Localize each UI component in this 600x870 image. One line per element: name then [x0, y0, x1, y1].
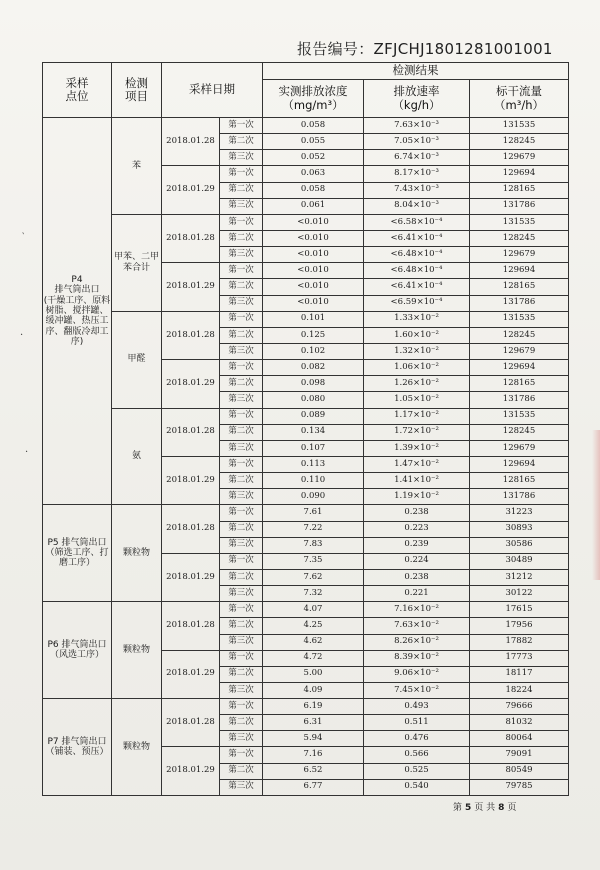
- sampling-round: 第一次: [220, 263, 263, 279]
- sampling-round: 第二次: [220, 473, 263, 489]
- emission-rate-cell: 6.74×10⁻³: [364, 150, 470, 166]
- sampling-round: 第三次: [220, 586, 263, 602]
- emission-rate-cell: 0.224: [364, 553, 470, 569]
- sampling-round: 第三次: [220, 198, 263, 214]
- header-concentration: 实测排放浓度 （mg/m³）: [263, 80, 364, 118]
- table-row: [43, 214, 569, 230]
- sampling-round: 第三次: [220, 779, 263, 795]
- flow-cell: 131786: [470, 198, 569, 214]
- sampling-date: 2018.01.28: [162, 408, 220, 456]
- emission-rate-cell: 0.223: [364, 521, 470, 537]
- page-footer: [453, 800, 516, 813]
- concentration-cell: 7.62: [263, 569, 364, 585]
- concentration-cell: 5.94: [263, 731, 364, 747]
- sampling-round: 第三次: [220, 489, 263, 505]
- flow-cell: 131786: [470, 392, 569, 408]
- flow-cell: 128245: [470, 230, 569, 246]
- emission-rate-cell: <6.48×10⁻⁴: [364, 247, 470, 263]
- sampling-round: 第一次: [220, 214, 263, 230]
- sampling-round: 第一次: [220, 311, 263, 327]
- test-item: 甲苯、二甲苯合计: [112, 214, 162, 311]
- flow-cell: 30586: [470, 537, 569, 553]
- concentration-cell: 0.080: [263, 392, 364, 408]
- emission-rate-cell: 0.493: [364, 699, 470, 715]
- sampling-date: 2018.01.29: [162, 263, 220, 311]
- flow-cell: 80549: [470, 763, 569, 779]
- flow-cell: 129679: [470, 440, 569, 456]
- concentration-cell: 0.125: [263, 327, 364, 343]
- sampling-round: 第三次: [220, 150, 263, 166]
- concentration-cell: <0.010: [263, 230, 364, 246]
- sampling-round: 第二次: [220, 666, 263, 682]
- concentration-cell: 0.058: [263, 182, 364, 198]
- emission-rate-cell: 0.525: [364, 763, 470, 779]
- emission-rate-cell: 7.45×10⁻²: [364, 682, 470, 698]
- emission-rate-cell: 8.39×10⁻²: [364, 650, 470, 666]
- flow-cell: 128165: [470, 473, 569, 489]
- table-row: [43, 602, 569, 618]
- emission-rate-cell: <6.41×10⁻⁴: [364, 230, 470, 246]
- emission-rate-cell: 0.238: [364, 505, 470, 521]
- concentration-cell: 7.32: [263, 586, 364, 602]
- test-item: 颗粒物: [112, 699, 162, 796]
- sampling-round: 第二次: [220, 230, 263, 246]
- flow-cell: 80064: [470, 731, 569, 747]
- concentration-cell: 0.052: [263, 150, 364, 166]
- concentration-cell: 6.19: [263, 699, 364, 715]
- emission-rate-cell: 1.05×10⁻²: [364, 392, 470, 408]
- flow-cell: 129694: [470, 456, 569, 472]
- test-item: 甲醛: [112, 311, 162, 408]
- header-date: 采样日期: [162, 63, 263, 118]
- sampling-date: 2018.01.28: [162, 505, 220, 553]
- test-item: 颗粒物: [112, 505, 162, 602]
- sampling-round: 第二次: [220, 715, 263, 731]
- flow-cell: 30122: [470, 586, 569, 602]
- flow-cell: 128165: [470, 279, 569, 295]
- sampling-date: 2018.01.29: [162, 360, 220, 408]
- results-body: [43, 118, 569, 796]
- concentration-cell: 0.089: [263, 408, 364, 424]
- emission-rate-cell: 0.238: [364, 569, 470, 585]
- flow-cell: 79666: [470, 699, 569, 715]
- sampling-date: 2018.01.29: [162, 166, 220, 214]
- sampling-round: 第一次: [220, 408, 263, 424]
- emission-rate-cell: 1.32×10⁻²: [364, 343, 470, 359]
- concentration-cell: 7.61: [263, 505, 364, 521]
- emission-rate-cell: 9.06×10⁻²: [364, 666, 470, 682]
- concentration-cell: 6.77: [263, 779, 364, 795]
- sampling-point: P6 排气筒出口 （风选工序）: [43, 602, 112, 699]
- sampling-round: 第三次: [220, 343, 263, 359]
- emission-rate-cell: <6.41×10⁻⁴: [364, 279, 470, 295]
- scan-mark: ‵: [22, 232, 25, 243]
- emission-rate-cell: 7.05×10⁻³: [364, 134, 470, 150]
- test-item: 氨: [112, 408, 162, 505]
- flow-cell: 128165: [470, 182, 569, 198]
- emission-rate-cell: 1.47×10⁻²: [364, 456, 470, 472]
- emission-rate-cell: 1.26×10⁻²: [364, 376, 470, 392]
- flow-cell: 128245: [470, 134, 569, 150]
- sampling-date: 2018.01.28: [162, 699, 220, 747]
- scan-mark: ·: [25, 447, 29, 458]
- flow-cell: 128245: [470, 327, 569, 343]
- concentration-cell: 0.055: [263, 134, 364, 150]
- flow-cell: 17615: [470, 602, 569, 618]
- concentration-cell: 0.107: [263, 440, 364, 456]
- emission-rate-cell: 8.04×10⁻³: [364, 198, 470, 214]
- sampling-point: P7 排气筒出口 （铺装、预压）: [43, 699, 112, 796]
- table-row: [43, 505, 569, 521]
- flow-cell: 129679: [470, 247, 569, 263]
- concentration-cell: 7.16: [263, 747, 364, 763]
- emission-rate-cell: <6.59×10⁻⁴: [364, 295, 470, 311]
- table-row: [43, 408, 569, 424]
- emission-rate-cell: 1.19×10⁻²: [364, 489, 470, 505]
- concentration-cell: 6.31: [263, 715, 364, 731]
- concentration-cell: 0.113: [263, 456, 364, 472]
- sampling-date: 2018.01.28: [162, 214, 220, 262]
- emission-rate-cell: 7.63×10⁻³: [364, 118, 470, 134]
- emission-rate-cell: 0.511: [364, 715, 470, 731]
- concentration-cell: 4.25: [263, 618, 364, 634]
- sampling-round: 第三次: [220, 634, 263, 650]
- emission-rate-cell: 8.26×10⁻²: [364, 634, 470, 650]
- concentration-cell: 7.35: [263, 553, 364, 569]
- concentration-cell: 0.110: [263, 473, 364, 489]
- sampling-round: 第二次: [220, 182, 263, 198]
- concentration-cell: 4.72: [263, 650, 364, 666]
- flow-cell: 129694: [470, 166, 569, 182]
- emission-rate-cell: 7.16×10⁻²: [364, 602, 470, 618]
- emission-rate-cell: 1.41×10⁻²: [364, 473, 470, 489]
- sampling-round: 第一次: [220, 699, 263, 715]
- concentration-cell: 5.00: [263, 666, 364, 682]
- sampling-round: 第二次: [220, 134, 263, 150]
- concentration-cell: 4.62: [263, 634, 364, 650]
- sampling-date: 2018.01.29: [162, 456, 220, 504]
- flow-cell: 31223: [470, 505, 569, 521]
- sampling-date: 2018.01.28: [162, 311, 220, 359]
- footer-page: 5: [465, 803, 472, 813]
- sampling-round: 第二次: [220, 376, 263, 392]
- sampling-round: 第一次: [220, 650, 263, 666]
- flow-cell: 131535: [470, 118, 569, 134]
- sampling-round: 第一次: [220, 553, 263, 569]
- flow-cell: 129679: [470, 343, 569, 359]
- header-emission-rate: 排放速率 （kg/h）: [364, 80, 470, 118]
- sampling-date: 2018.01.29: [162, 747, 220, 795]
- sampling-round: 第三次: [220, 247, 263, 263]
- flow-cell: 128165: [470, 376, 569, 392]
- emission-rate-cell: 0.566: [364, 747, 470, 763]
- concentration-cell: 0.134: [263, 424, 364, 440]
- concentration-cell: 0.098: [263, 376, 364, 392]
- sampling-round: 第三次: [220, 682, 263, 698]
- sampling-point: P4 排气筒出口 (干燥工序、原料树脂、搅拌罐、缓冲罐、热压工序、翻版冷却工序): [43, 118, 112, 505]
- sampling-round: 第三次: [220, 731, 263, 747]
- emission-rate-cell: 1.33×10⁻²: [364, 311, 470, 327]
- concentration-cell: 0.102: [263, 343, 364, 359]
- sampling-date: 2018.01.28: [162, 602, 220, 650]
- sampling-round: 第二次: [220, 618, 263, 634]
- flow-cell: 30489: [470, 553, 569, 569]
- emission-rate-cell: 0.476: [364, 731, 470, 747]
- flow-cell: 129694: [470, 360, 569, 376]
- sampling-round: 第二次: [220, 327, 263, 343]
- concentration-cell: <0.010: [263, 263, 364, 279]
- flow-cell: 17956: [470, 618, 569, 634]
- concentration-cell: 0.101: [263, 311, 364, 327]
- flow-cell: 18224: [470, 682, 569, 698]
- emission-rate-cell: 7.43×10⁻³: [364, 182, 470, 198]
- concentration-cell: <0.010: [263, 214, 364, 230]
- concentration-cell: 7.22: [263, 521, 364, 537]
- concentration-cell: 0.090: [263, 489, 364, 505]
- concentration-cell: 0.063: [263, 166, 364, 182]
- flow-cell: 131535: [470, 408, 569, 424]
- flow-cell: 131535: [470, 311, 569, 327]
- emission-rate-cell: 1.72×10⁻²: [364, 424, 470, 440]
- emission-rate-cell: <6.58×10⁻⁴: [364, 214, 470, 230]
- flow-cell: 131535: [470, 214, 569, 230]
- flow-cell: 17882: [470, 634, 569, 650]
- emission-rate-cell: 0.540: [364, 779, 470, 795]
- header-point: 采样 点位: [43, 63, 112, 118]
- footer-pre: 第: [453, 803, 463, 813]
- flow-cell: 30893: [470, 521, 569, 537]
- footer-mid: 页 共: [474, 803, 496, 813]
- emission-rate-cell: 1.39×10⁻²: [364, 440, 470, 456]
- table-row: [43, 311, 569, 327]
- sampling-round: 第三次: [220, 537, 263, 553]
- flow-cell: 79091: [470, 747, 569, 763]
- concentration-cell: <0.010: [263, 295, 364, 311]
- flow-cell: 79785: [470, 779, 569, 795]
- sampling-round: 第三次: [220, 392, 263, 408]
- concentration-cell: 7.83: [263, 537, 364, 553]
- footer-total: 8: [498, 803, 505, 813]
- sampling-round: 第一次: [220, 360, 263, 376]
- sampling-date: 2018.01.29: [162, 553, 220, 601]
- sampling-date: 2018.01.29: [162, 650, 220, 698]
- sampling-round: 第二次: [220, 569, 263, 585]
- concentration-cell: 0.058: [263, 118, 364, 134]
- test-item: 苯: [112, 118, 162, 215]
- table-row: [43, 118, 569, 134]
- sampling-round: 第一次: [220, 456, 263, 472]
- concentration-cell: 0.082: [263, 360, 364, 376]
- flow-cell: 129679: [470, 150, 569, 166]
- emission-rate-cell: 1.60×10⁻²: [364, 327, 470, 343]
- report-number: 报告编号：ZFJCHJ1801281001001: [297, 40, 553, 58]
- results-table: [42, 62, 569, 796]
- sampling-round: 第三次: [220, 440, 263, 456]
- concentration-cell: <0.010: [263, 247, 364, 263]
- emission-rate-cell: 1.06×10⁻²: [364, 360, 470, 376]
- footer-post: 页: [507, 803, 517, 813]
- flow-cell: 18117: [470, 666, 569, 682]
- sampling-point: P5 排气筒出口 （筛选工序、打磨工序）: [43, 505, 112, 602]
- header-results: 检测结果: [263, 63, 569, 80]
- flow-cell: 131786: [470, 295, 569, 311]
- sampling-round: 第一次: [220, 118, 263, 134]
- emission-rate-cell: 1.17×10⁻²: [364, 408, 470, 424]
- sampling-date: 2018.01.28: [162, 118, 220, 166]
- concentration-cell: 6.52: [263, 763, 364, 779]
- concentration-cell: 4.09: [263, 682, 364, 698]
- header-item: 检测 项目: [112, 63, 162, 118]
- sampling-round: 第一次: [220, 505, 263, 521]
- flow-cell: 128245: [470, 424, 569, 440]
- emission-rate-cell: 0.221: [364, 586, 470, 602]
- concentration-cell: 4.07: [263, 602, 364, 618]
- red-edge-stain: [592, 430, 600, 580]
- sampling-round: 第二次: [220, 521, 263, 537]
- flow-cell: 81032: [470, 715, 569, 731]
- emission-rate-cell: 8.17×10⁻³: [364, 166, 470, 182]
- flow-cell: 31212: [470, 569, 569, 585]
- test-item: 颗粒物: [112, 602, 162, 699]
- sampling-round: 第二次: [220, 763, 263, 779]
- emission-rate-cell: <6.48×10⁻⁴: [364, 263, 470, 279]
- sampling-round: 第一次: [220, 747, 263, 763]
- sampling-round: 第三次: [220, 295, 263, 311]
- sampling-round: 第一次: [220, 602, 263, 618]
- emission-rate-cell: 0.239: [364, 537, 470, 553]
- flow-cell: 131786: [470, 489, 569, 505]
- header-flow: 标干流量 （m³/h）: [470, 80, 569, 118]
- table-row: [43, 699, 569, 715]
- emission-rate-cell: 7.63×10⁻²: [364, 618, 470, 634]
- concentration-cell: <0.010: [263, 279, 364, 295]
- sampling-round: 第二次: [220, 279, 263, 295]
- flow-cell: 129694: [470, 263, 569, 279]
- flow-cell: 17773: [470, 650, 569, 666]
- sampling-round: 第一次: [220, 166, 263, 182]
- concentration-cell: 0.061: [263, 198, 364, 214]
- scan-mark: ·: [20, 330, 24, 341]
- sampling-round: 第二次: [220, 424, 263, 440]
